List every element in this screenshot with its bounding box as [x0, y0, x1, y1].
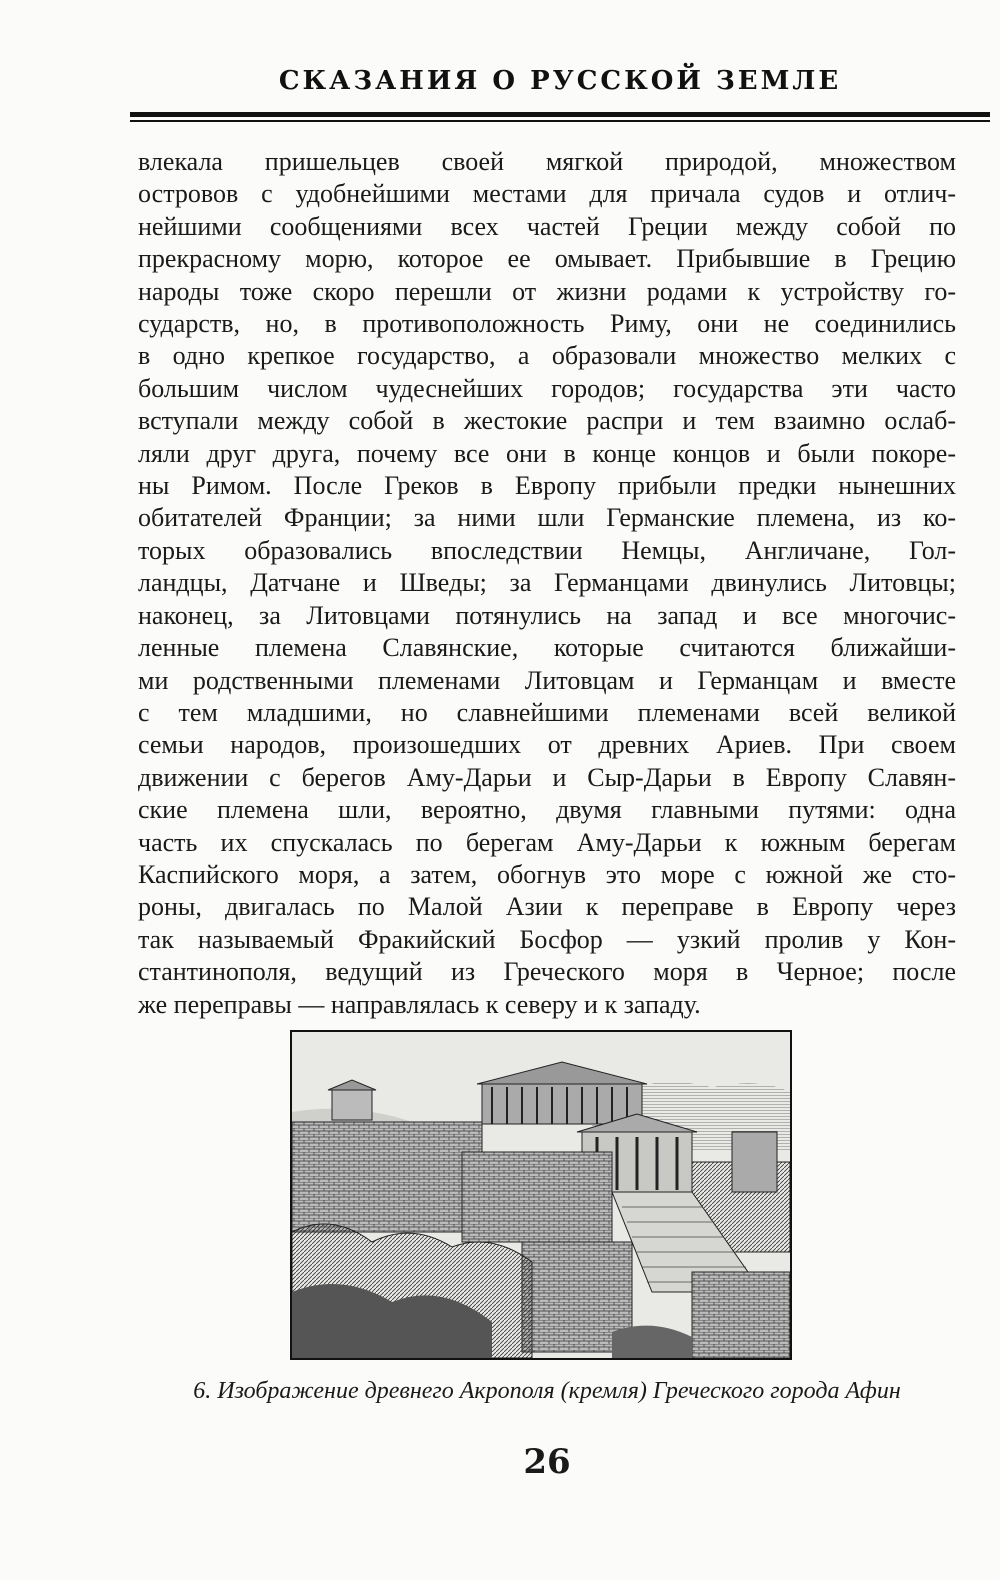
page-number: 26 — [523, 1442, 571, 1482]
text-line: вступали между собой в жестокие распри и тем взаимно ослаб- — [138, 406, 956, 436]
text-line: торых образовались впоследствии Немцы, Англичане, Гол- — [138, 535, 956, 565]
text-line: народы тоже скоро перешли от жизни родами к устройству го- — [138, 276, 956, 306]
acropolis-engraving — [290, 1030, 792, 1360]
figure-caption: 6. Изображение древнего Акрополя (кремля) Греческого города Афин — [193, 1378, 901, 1404]
text-line: стантинополя, ведущий из Греческого моря в Черное; после — [138, 957, 956, 987]
text-line: роны, двигалась по Малой Азии к переправе в Европу через — [138, 892, 956, 922]
text-line: Каспийского моря, а затем, обогнув это море с южной же сто- — [138, 859, 956, 889]
header-rule-thin — [130, 120, 990, 122]
text-line: наконец, за Литовцами потянулись на запад и все многочис- — [138, 600, 956, 630]
text-line: нейшими сообщениями всех частей Греции между собой по — [138, 211, 956, 241]
text-line: ские племена шли, вероятно, двумя главными путями: одна — [138, 795, 956, 825]
text-line: большим числом чудеснейших городов; государства эти часто — [138, 373, 956, 403]
text-line: сударств, но, в противоположность Риму, они не соединились — [138, 309, 956, 339]
text-line: влекала пришельцев своей мягкой природой, множеством — [138, 147, 956, 176]
text-line: прекрасному морю, которое ее омывает. Прибывшие в Грецию — [138, 244, 956, 274]
text-line: ленные племена Славянские, которые считаются ближайши- — [138, 633, 956, 663]
text-line: ляли друг друга, почему все они в конце концов и были покоре- — [138, 438, 956, 468]
text-line: движении с берегов Аму-Дарьи и Сыр-Дарьи в Европу Славян- — [138, 762, 956, 792]
text-line: с тем младшими, но славнейшими племенами всей великой — [138, 697, 956, 727]
text-line: в одно крепкое государство, а образовали множество мелких с — [138, 341, 956, 371]
header-rule-thick — [130, 112, 990, 117]
running-head: СКАЗАНИЯ О РУССКОЙ ЗЕМЛЕ — [278, 66, 842, 96]
text-line: обитателей Франции; за ними шли Германские племена, из ко- — [138, 503, 956, 533]
text-line: семьи народов, произошедших от древних Ариев. При своем — [138, 730, 956, 760]
text-line: ландцы, Датчане и Шведы; за Германцами двинулись Литовцы; — [138, 568, 956, 598]
text-line: же переправы — направлялась к северу и к западу. — [138, 989, 701, 1019]
text-line: островов с удобнейшими местами для причала судов и отлич- — [138, 179, 956, 209]
text-line: так называемый Фракийский Босфор — узкий пролив у Кон- — [138, 924, 956, 954]
text-line: ми родственными племенами Литовцам и Германцам и вместе — [138, 665, 956, 695]
text-line: ны Римом. После Греков в Европу прибыли предки нынешних — [138, 471, 956, 501]
text-line: часть их спускалась по берегам Аму-Дарьи к южным берегам — [138, 827, 956, 857]
body-text — [138, 146, 956, 1021]
